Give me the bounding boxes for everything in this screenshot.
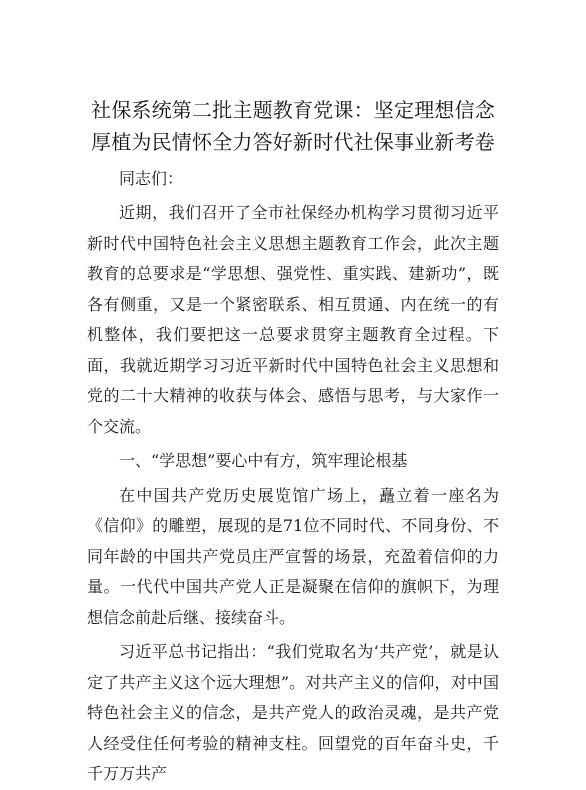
- paragraph-quote: 习近平总书记指出：“我们党取名为‘共产党’，就是认定了共产主义这个远大理想”。对共产主义的信仰，对中国特色社会主义的信念，是共产党人的政治灵魂，是共产党人经受住任何考验的精神支柱。回望党的百年奋斗史，千千万万共产: [87, 642, 499, 783]
- document-title-line-2: 厚植为民情怀全力答好新时代社保事业新考卷: [91, 130, 495, 154]
- paragraph-sculpture: 在中国共产党历史展览馆广场上，矗立着一座名为《信仰》的雕塑，展现的是71位不同时代、不同身份、不同年龄的中国共产党员庄严宣誓的场景，充盈着信仰的力量。一代代中国共产党人正是凝聚在信仰的旗帜下，为理想信念前赴后继、接续奋斗。: [87, 485, 499, 627]
- document-title-line-1: 社保系统第二批主题教育党课：坚定理想信念: [91, 98, 495, 122]
- document-body: [87, 94, 499, 790]
- paragraph-intro: 近期，我们召开了全市社保经办机构学习贯彻习近平新时代中国特色社会主义思想主题教育工作会，此次主题教育的总要求是“学思想、强党性、重实践、建新功”，既各有侧重，又是一个紧密联系、相互贯通、内在统一的有机整体，我们要把这一总要求贯穿主题教育全过程。下面，我就近期学习习近平新时代中国特色社会主义思想和党的二十大精神的收获与体会、感悟与思考，与大家作一个交流。: [87, 203, 499, 436]
- section-heading-1: 一、“学思想”要心中有方，筑牢理论根基: [119, 451, 408, 470]
- salutation: 同志们：: [119, 169, 184, 188]
